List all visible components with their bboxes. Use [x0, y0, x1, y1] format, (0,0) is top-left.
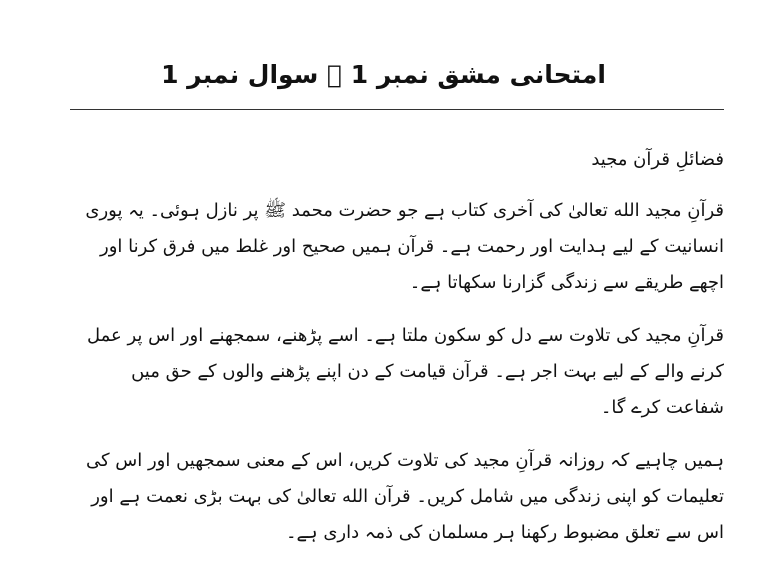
page-title: امتحانی مشق نمبر 1 ￾ سوال نمبر 1 [161, 60, 606, 89]
section-heading: فضائلِ قرآن مجید [591, 149, 724, 170]
title-divider [70, 109, 724, 110]
paragraph-1: قرآنِ مجید الله تعالیٰ کی آخری کتاب ہے جو حضرت محمد ﷺ پر نازل ہوئی۔ یہ پوری انسانیت کے لیے ہدایت اور رحمت ہے۔ قرآن ہمیں صحیح اور غلط میں فرق کرنا اور اچھے طریقے سے زندگی گزارنا سکھاتا ہے۔ [85, 200, 724, 293]
document-body [70, 142, 724, 568]
paragraph-2: قرآنِ مجید کی تلاوت سے دل کو سکون ملتا ہے۔ اسے پڑھنے، سمجھنے اور اس پر عمل کرنے والے کے لیے بہت اجر ہے۔ قرآن قیامت کے دن اپنے پڑھنے والوں کے حق میں شفاعت کرے گا۔ [86, 325, 724, 418]
paragraph-3: ہمیں چاہیے کہ روزانہ قرآنِ مجید کی تلاوت کریں، اس کے معنی سمجھیں اور اس کی تعلیمات کو اپنی زندگی میں شامل کریں۔ قرآن الله تعالیٰ کی بہت بڑی نعمت ہے اور اس سے تعلق مضبوط رکھنا ہر مسلمان کی ذمہ داری ہے۔ [86, 450, 724, 543]
